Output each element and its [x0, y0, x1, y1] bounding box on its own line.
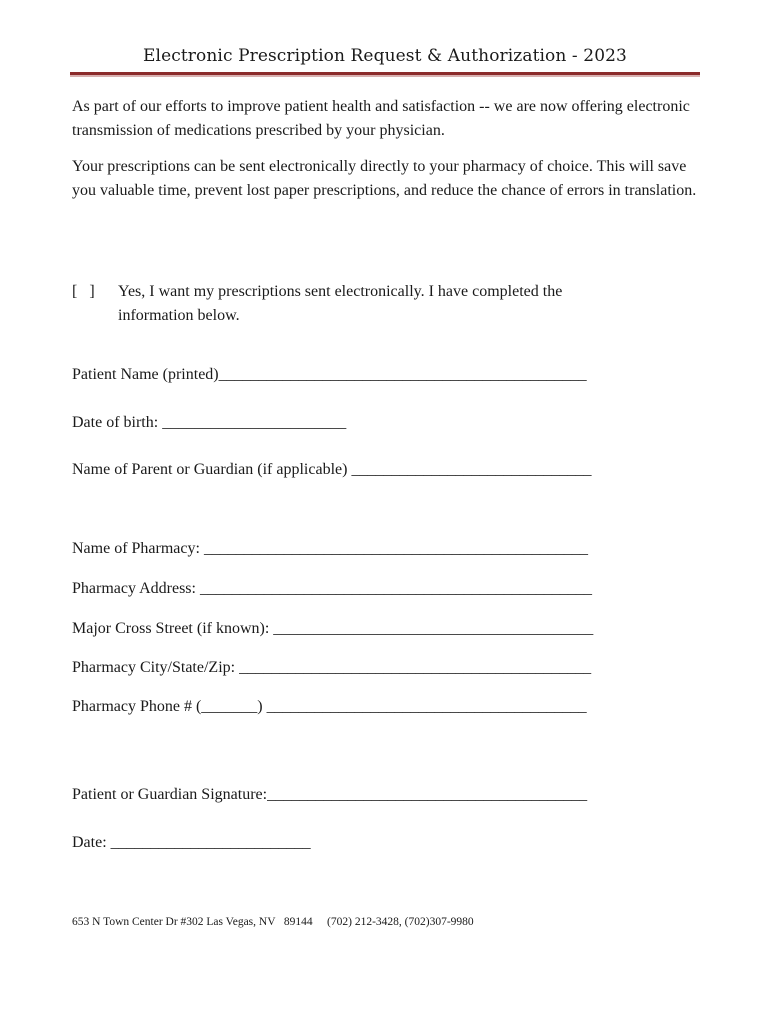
- details-paragraph: Your prescriptions can be sent electronically directly to your pharmacy of choice. This will save you valuable time, prevent lost paper prescriptions, and reduce the chance of errors in translation.: [72, 158, 697, 199]
- optin-checkbox[interactable]: [ ]: [72, 283, 95, 300]
- document-title: Electronic Prescription Request & Authorization - 2023: [143, 46, 627, 66]
- pharmacy-address-field[interactable]: Pharmacy Address: _________________________________________________: [72, 580, 592, 597]
- signature-field[interactable]: Patient or Guardian Signature:________________________________________: [72, 786, 588, 803]
- dob-field[interactable]: Date of birth: _______________________: [72, 414, 347, 431]
- optin-label: Yes, I want my prescriptions sent electronically. I have completed the information below.: [118, 283, 563, 324]
- guardian-name-field[interactable]: Name of Parent or Guardian (if applicable) ______________________________: [72, 461, 592, 478]
- city-state-zip-field[interactable]: Pharmacy City/State/Zip: ____________________________________________: [72, 659, 592, 676]
- title-divider: [70, 72, 700, 75]
- pharmacy-phone-field[interactable]: Pharmacy Phone # (_______) ________________________________________: [72, 698, 587, 715]
- pharmacy-name-field[interactable]: Name of Pharmacy: ________________________________________________: [72, 540, 588, 557]
- footer-address: 653 N Town Center Dr #302 Las Vegas, NV 89144 (702) 212-3428, (702)307-9980: [72, 916, 474, 928]
- date-field[interactable]: Date: _________________________: [72, 834, 311, 851]
- patient-name-field[interactable]: Patient Name (printed)______________________________________________: [72, 366, 587, 383]
- cross-street-field[interactable]: Major Cross Street (if known): ________________________________________: [72, 620, 594, 637]
- intro-paragraph: As part of our efforts to improve patient health and satisfaction -- we are now offering electronic transmission of medications prescribed by your physician.: [72, 98, 690, 139]
